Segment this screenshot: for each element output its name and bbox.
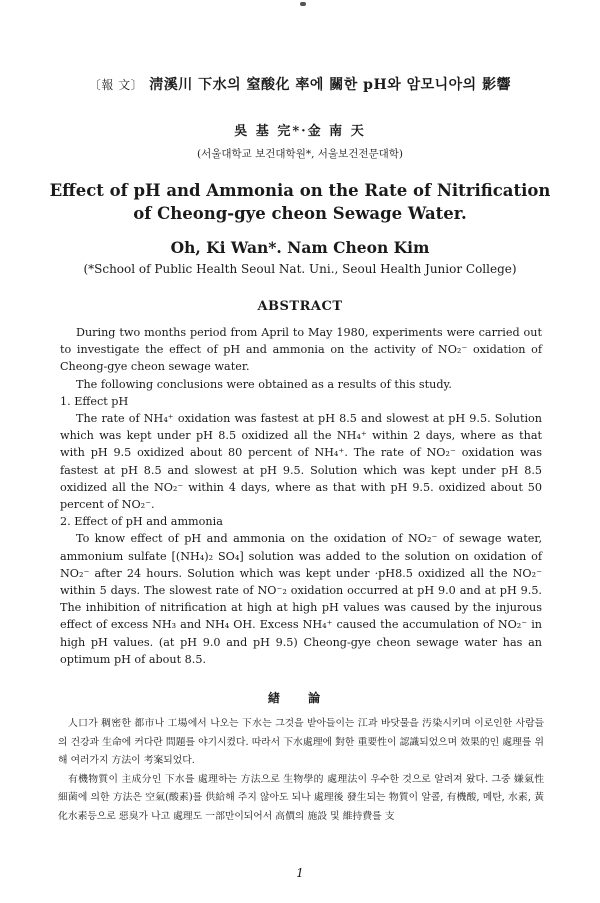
abstract-paragraph-1: During two months period from April to May 1980, experiments were carried out to investigate the effect of pH and ammonia on the activity of NO₂⁻ oxidation of Cheong-gye cheon sewage water. — [60, 326, 542, 374]
english-title — [0, 179, 600, 225]
introduction-heading: 緖 論 — [267, 691, 333, 705]
english-authors: Oh, Ki Wan*. Nam Cheon Kim — [170, 238, 430, 257]
conclusion-1-heading: 1. Effect pH — [60, 394, 129, 408]
korean-title — [0, 74, 600, 94]
abstract-heading: ABSTRACT — [257, 299, 343, 314]
introduction-body — [58, 715, 544, 826]
introduction-paragraph-2: 有機物質이 主成分인 下水를 處理하는 方法으로 生物學的 處理法이 우수한 것으로 알려져 왔다. 그중 嫌氣性 細菌에 의한 方法은 空氣(酸素)를 供給해 주지 않아도 되나 處理後 發生되는 物質이 알콜, 有機酸, 메탄, 水素, 黃化水素등으로 惡臭가 나고 處理도 一部만이되어서 高價의 施設 및 維持費를 支 — [58, 773, 544, 822]
abstract-paragraph-2: The following conclusions were obtained as a results of this study. — [76, 377, 452, 391]
abstract-body — [60, 324, 542, 668]
conclusion-2-text: To know effect of pH and ammonia on the oxidation of NO₂⁻ of sewage water, ammonium sulfate [(NH₄)₂ SO₄] solution was added to the solution on oxidation of NO₂⁻ after 24 hours. Solution which was kept under ·pH8.5 oxidized all the NO₂⁻ within 5 days. The slowest rate of NO⁻₂ oxidation occurred at pH 9.0 and at pH 9.5. The inhibition of nitrification at high at high pH values was caused by the injurous effect of excess NH₃ and NH₄ OH. Excess NH₄⁺ caused the accumulation of NO₂⁻ in high pH values. (at pH 9.0 and pH 9.5) Cheong-gye cheon sewage water has an optimum pH of about 8.5. — [60, 532, 542, 666]
english-affiliation: (*School of Public Health Seoul Nat. Uni., Seoul Health Junior College) — [83, 262, 517, 276]
page-number: 1 — [296, 866, 304, 880]
korean-title-text: 淸溪川 下水의 窒酸化 率에 關한 pH와 암모니아의 影響 — [149, 77, 512, 93]
korean-affiliation: (서울대학교 보건대학원*, 서울보건전문대학) — [196, 148, 404, 160]
korean-authors: 吳 基 完*·金 南 天 — [234, 124, 366, 139]
english-title-line-1: Effect of pH and Ammonia on the Rate of Nitrification — [49, 181, 551, 200]
scan-speck — [300, 2, 306, 6]
article-type-tag: 〔報 文〕 — [88, 78, 144, 92]
conclusion-1-text: The rate of NH₄⁺ oxidation was fastest at pH 8.5 and slowest at pH 9.5. Solution which was kept under pH 8.5 oxidized all the NH₄⁺ within 2 days, where as that with pH 9.5 oxidized about 80 percent of NH₄⁺. The rate of NO₂⁻ oxidation was fastest at pH 8.5 and slowest at pH 9.5. Solution which was kept under pH 8.5 oxidized all the NO₂⁻ within 4 days, where as that with pH 9.5. oxidized about 50 percent of NO₂⁻. — [60, 412, 542, 512]
conclusion-2-heading: 2. Effect of pH and ammonia — [60, 515, 223, 529]
english-title-line-2: of Cheong-gye cheon Sewage Water. — [133, 204, 467, 223]
introduction-paragraph-1: 人口가 稠密한 都市나 工場에서 나오는 下水는 그것을 받아들이는 江과 바닷물을 汚染시키며 이로인한 사람들의 건강과 生命에 커다란 問題를 야기시켰다. 따라서 下水處理에 對한 重要性이 認識되었으며 效果的인 處理를 위해 여러가지 方法이 考案되었다. — [58, 718, 544, 766]
